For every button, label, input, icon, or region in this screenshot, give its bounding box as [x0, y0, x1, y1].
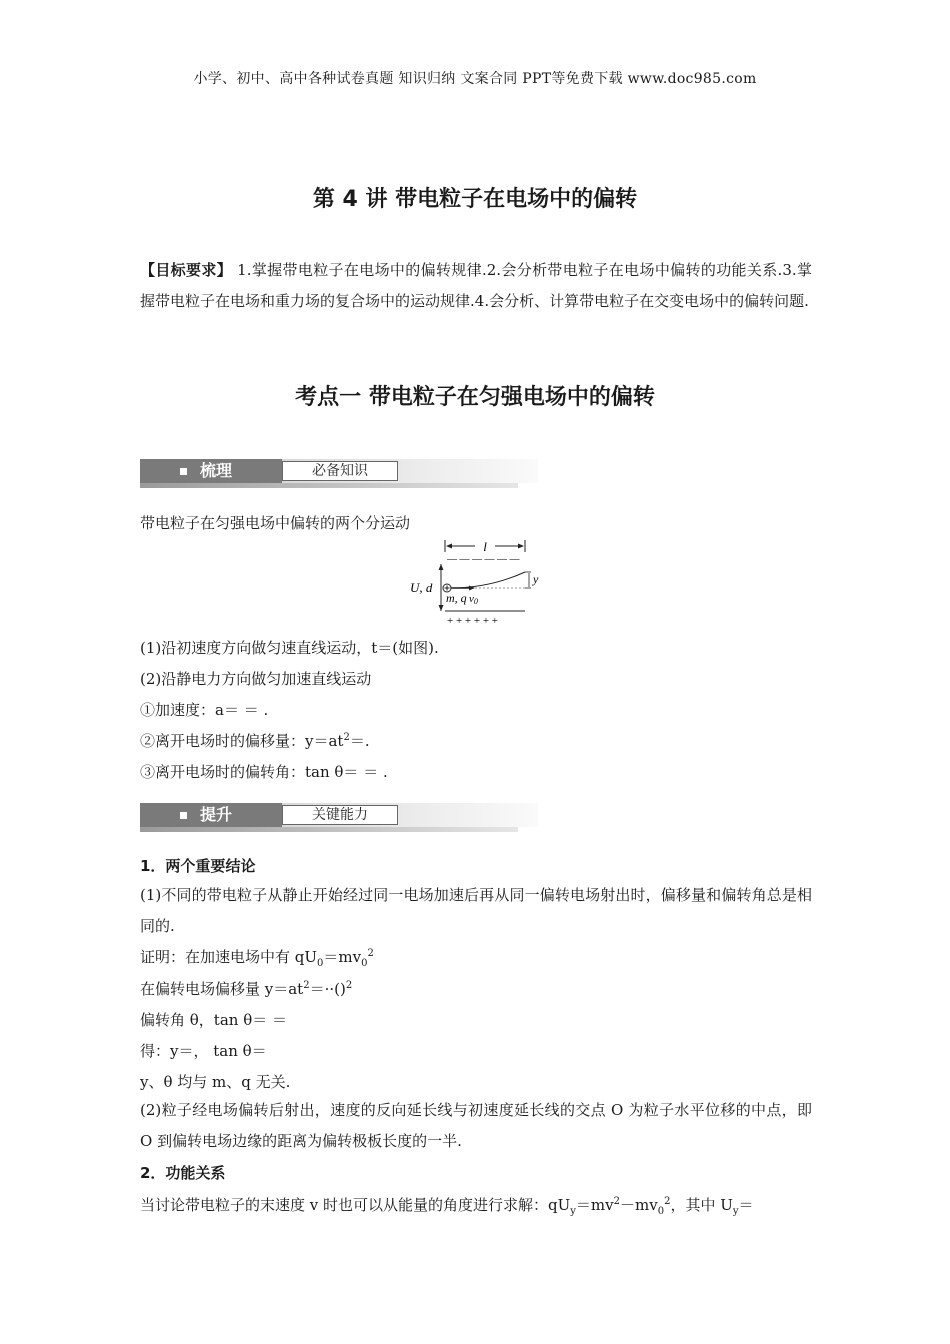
arrowhead-left-icon [446, 544, 452, 549]
goal-requirements [140, 255, 812, 317]
mq-label: m, q [446, 591, 467, 605]
angle-line: 偏转角 θ，tan θ＝ ＝ [140, 1011, 287, 1029]
page-header: 小学、初中、高中各种试卷真题 知识归纳 文案合同 PPT等免费下载 www.doc985.com [193, 71, 757, 87]
y-label: y [533, 572, 539, 586]
banner-subtitle-box: 关键能力 [282, 805, 398, 825]
s1-line-1: (1)沿初速度方向做匀速直线运动，t＝(如图). [140, 639, 439, 657]
result-line: 得：y＝， tan θ＝ [140, 1042, 267, 1060]
proof-line: 证明：在加速电场中有 $qU_0=mv_0^2$ [140, 948, 374, 969]
square-bullet-icon [180, 468, 187, 475]
length-label: l [483, 539, 487, 554]
banner-dark-bar [140, 803, 282, 827]
banner-review [140, 459, 518, 489]
ud-label: U, d [410, 580, 433, 595]
s2-heading-1: 1．两个重要结论 [140, 857, 256, 875]
s1-line-5: ③离开电场时的偏转角：tan θ＝ ＝ . [140, 763, 388, 781]
plus-signs: + + + + + + [447, 615, 498, 627]
s2-paragraph-2: (2)粒子经电场偏转后射出，速度的反向延长线与初速度延长线的交点 O 为粒子水平位移的中点，即 O 到偏转电场边缘的距离为偏转极板长度的一半. [140, 1101, 812, 1150]
square-bullet-icon [180, 812, 187, 819]
section-title: 考点一 带电粒子在匀强电场中的偏转 [295, 385, 655, 410]
s1-line-2: (2)沿静电力方向做匀加速直线运动 [140, 670, 372, 688]
v0-label: v0 [469, 593, 478, 606]
lecture-title: 第 4 讲 带电粒子在电场中的偏转 [312, 187, 638, 212]
arrowhead-right-icon [518, 544, 524, 549]
s2-paragraph-1: (1)不同的带电粒子从静止开始经过同一电场加速后再从同一偏转电场射出时，偏移量和偏转角总是相同的. [140, 886, 812, 935]
s1-line-4: ②离开电场时的偏移量：$y=at^2=$. [140, 732, 370, 750]
energy-line: 当讨论带电粒子的末速度 v 时也可以从能量的角度进行求解：$qU_y=mv^2-mv_0^2$，其中 $U_y=$ [140, 1196, 754, 1217]
offset-line: 在偏转电场偏移量 $y=at^2=\cdot\cdot()^2$ [140, 980, 353, 998]
s1-line-3: ①加速度：a＝ ＝ . [140, 701, 269, 719]
minus-signs: — — — — — — [447, 554, 520, 565]
s2-heading-2: 2．功能关系 [140, 1164, 226, 1182]
banner-underline [140, 827, 518, 832]
banner-subtitle-box: 必备知识 [282, 461, 398, 481]
arrowhead-up-icon [439, 564, 444, 570]
s1-intro: 带电粒子在匀强电场中偏转的两个分运动 [140, 514, 411, 532]
goal-tag: 【目标要求】 [140, 261, 233, 279]
independence-line: y、θ 均与 m、q 无关. [140, 1073, 291, 1091]
trajectory-curve [451, 572, 525, 588]
banner-underline [140, 483, 518, 488]
goal-text: 1.掌握带电粒子在电场中的偏转规律.2.会分析带电粒子在电场中偏转的功能关系.3.掌握带电粒子在电场和重力场的复合场中的运动规律.4.会分析、计算带电粒子在交变电场中的偏转问题. [140, 261, 812, 310]
banner-label: 提升 [200, 805, 233, 824]
banner-dark-bar [140, 459, 282, 483]
banner-label: 梳理 [200, 461, 233, 480]
banner-improve [140, 803, 518, 833]
deflection-diagram [405, 536, 545, 628]
arrowhead-down-icon [439, 605, 444, 611]
